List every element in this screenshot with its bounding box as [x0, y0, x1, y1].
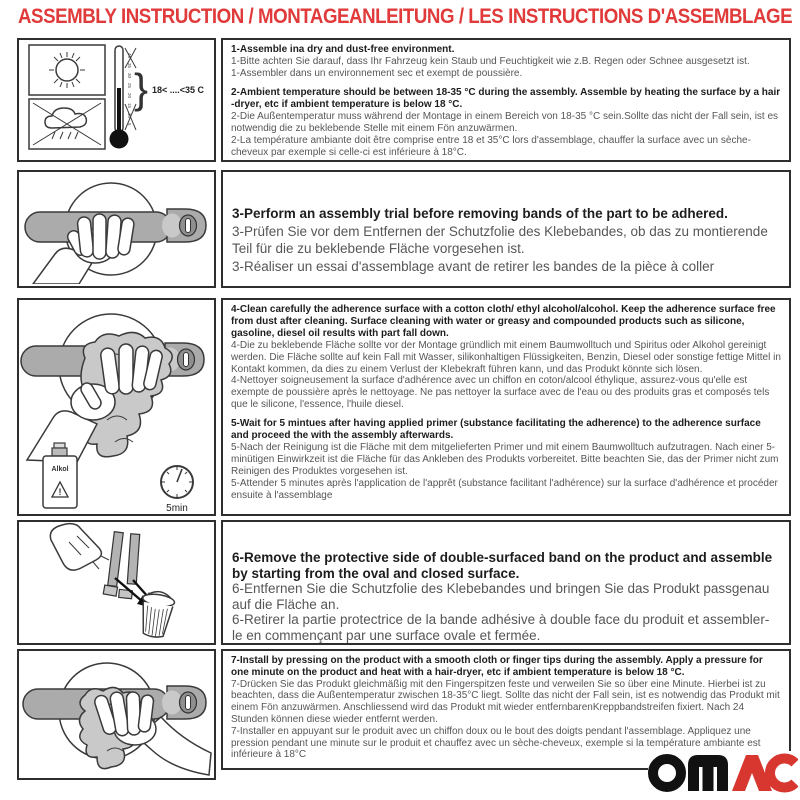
hand-icon: [50, 524, 109, 571]
trash-can-icon: [137, 589, 176, 639]
step1-fr: 1-Assembler dans un environnement sec et exempt de poussière.: [231, 68, 523, 79]
peel-strips-illustration: [19, 522, 214, 643]
step3-en: 3-Perform an assembly trial before removing bands of the part to be adhered.: [232, 206, 728, 221]
step2-en: 2-Ambient temperature should be between 18-35 °C during the assembly. Assemble by heating the surface by a hair -dryer, etc if ambient temperature is below 18 °C.: [231, 87, 781, 110]
illustration-peel-box: [17, 520, 216, 645]
svg-text:35: 35: [127, 63, 132, 69]
step5-en: 5-Wait for 5 mintues after having applied primer (substance facilitating the adherence) to the adherence surface and proceed the with the assembly afterwards.: [231, 418, 761, 442]
logo-letter-c: [770, 759, 795, 788]
instructions-step6-box: [221, 520, 791, 645]
svg-text:15: 15: [127, 103, 132, 109]
door-handle-grip-illustration: [19, 172, 214, 284]
logo-letter-m: [688, 755, 728, 791]
timer-icon: [161, 466, 193, 514]
step6-fr: 6-Retirer la partie protectrice de la bande adhésive à double face du produit et assembler-le en commençant par une surface ovale et fermée.: [232, 612, 770, 643]
svg-text:40: 40: [127, 53, 132, 59]
step4-en: 4-Clean carefully the adherence surface with a cotton cloth/ ethyl alcohol/alcohol. Keep the adherence surface free from dust after cleaning. Surface cleaning with water or greasy and compounded products such as silicone, gasoline, diesel oil results with part fall down.: [231, 304, 776, 339]
footer-rule: [221, 768, 653, 770]
cleaning-illustration: [19, 300, 214, 514]
step4-fr: 4-Nettoyer soigneusement la surface d'adhérence avec un chiffon en coton/alcool éthylique, assurez-vous qu'elle est exempte de poussière après le nettoyage. Ne pas nettoyer la surface avec de l'eau ou des produits gras et composés tels que le silicone, l'essence, l'huile diesel.: [231, 375, 770, 411]
svg-text:20: 20: [127, 93, 132, 99]
sun-icon: [29, 45, 105, 95]
svg-text:25: 25: [127, 83, 132, 89]
illustration-cleaning-box: [17, 298, 216, 516]
svg-text:10: 10: [127, 113, 132, 119]
step6-en: 6-Remove the protective side of double-surfaced band on the product and assemble by starting from the oval and closed surface.: [232, 550, 773, 581]
step4-de: 4-Die zu beklebende Fläche sollte vor der Montage gründlich mit einem Baumwolltuch und Spiritus oder Alkohol gereinigt werden. Die Fläche sollte auf kein Fall mit Wasser, silikonhaltigen Flüssigkeiten, Benzin, Diesel oder sonstige fettige Mittel in Kontakt kommen, da dies zu einem Verlust der Klebekraft führen kann, und das Produkt könnte sich lösen.: [231, 339, 781, 375]
step1-en: 1-Assemble ina dry and dust-free environment.: [231, 44, 455, 55]
illustration-press-box: [17, 649, 216, 780]
step7-fr: 7-Installer en appuyant sur le produit avec un chiffon doux ou le bout des doigts pendant l'assemblage. Appliquez une pression pendant une minute sur le produit et chauffez avec un sèche-cheveux, exemple si la température ambiante est inférieure à 18°C: [231, 725, 761, 761]
environment-illustration: [19, 40, 214, 160]
step3-fr: 3-Réaliser un essai d'assemblage avant de retirer les bandes de la pièce à coller: [232, 258, 715, 274]
thermometer-icon: [110, 46, 205, 149]
step5-de: 5-Nach der Reinigung ist die Fläche mit dem mitgelieferten Primer und mit einem Baumwolltuch aufzutragen. Nach einer 5-minütigen Einwirkzeit ist die Fläche für das Ankleben des Produkts vorbereitet. Bitte beachten Sie, das der Primer nicht zum Reinigen des Produktes vorgesehen ist.: [231, 441, 779, 477]
svg-text:5: 5: [127, 123, 132, 126]
instructions-step1-2-box: [221, 38, 791, 162]
range-brace: }: [134, 65, 149, 112]
press-illustration: [19, 651, 214, 778]
bottle-label: Alkol: [51, 466, 69, 473]
illustration-trial-box: [17, 170, 216, 288]
instructions-step3-box: [221, 170, 791, 288]
omac-logo: [648, 751, 798, 793]
timer-label: 5min: [166, 503, 188, 514]
step7-de: 7-Drücken Sie das Produkt gleichmäßig mit den Fingerspitzen feste und verweilen Sie so über eine Minute. Hierbei ist zu beachten, dass die Außentemperatur zwischen 18-35°C liegt. Sollte das nicht der Fall sein, ist es notwendig das Produkt mit einem Fön anzuwärmen. Anschliessend wird das Produkt mit wieder entfernbarenKreppbandstreifen fixiert. Nach 24 Stunden können diese wieder entfernt werden.: [231, 678, 780, 725]
page-title: ASSEMBLY INSTRUCTION / MONTAGEANLEITUNG / LES INSTRUCTIONS D'ASSEMBLAGE: [18, 5, 793, 28]
step5-fr: 5-Attender 5 minutes après l'application de l'apprêt (substance facilitant l'adhérence) sur la surface d'adhérence et procéder ensuite à l'assemblage: [231, 477, 778, 501]
protective-strips-icon: [103, 532, 140, 599]
step1-de: 1-Bitte achten Sie darauf, dass Ihr Fahrzeug kein Staub und Feuchtigkeit wie z.B. Regen oder Schnee ausgesetzt ist.: [231, 56, 750, 67]
temperature-range-label: 18< ....<35 C: [152, 85, 205, 95]
illustration-environment-box: [17, 38, 216, 162]
warning-exclamation: !: [58, 487, 62, 497]
step6-de: 6-Entfernen Sie die Schutzfolie des Klebebandes und bringen Sie das Produkt passgenau auf die Fläche an.: [232, 581, 770, 612]
step7-en: 7-Install by pressing on the product with a smooth cloth or finger tips during the assembly. Apply a pressure for one minute on the product and heat with a hair-dryer, etc if ambient temperature is below 18 °C.: [231, 655, 763, 678]
step2-fr: 2-La température ambiante doit être comprise entre 18 et 35°C lors d'assemblage, chauffer la surface avec un sèche-cheveux par exemple si celle-ci est inférieure à 18°C.: [231, 135, 751, 158]
no-rain-icon: [29, 99, 105, 149]
step2-de: 2-Die Außentemperatur muss während der Montage in einem Bereich von 18-35 °C sein.Sollte das nicht der Fall sein, ist es notwendig die zu beklebende Stelle mit einem Fön anzuwärmen.: [231, 111, 779, 134]
svg-text:30: 30: [127, 73, 132, 79]
logo-letter-o: [653, 759, 681, 787]
step3-de: 3-Prüfen Sie vor dem Entfernen der Schutzfolie des Klebebandes, ob das zu montierende Teil für die zu beklebende Fläche vorgesehen ist.: [232, 223, 768, 256]
instructions-step4-5-box: [221, 298, 791, 516]
